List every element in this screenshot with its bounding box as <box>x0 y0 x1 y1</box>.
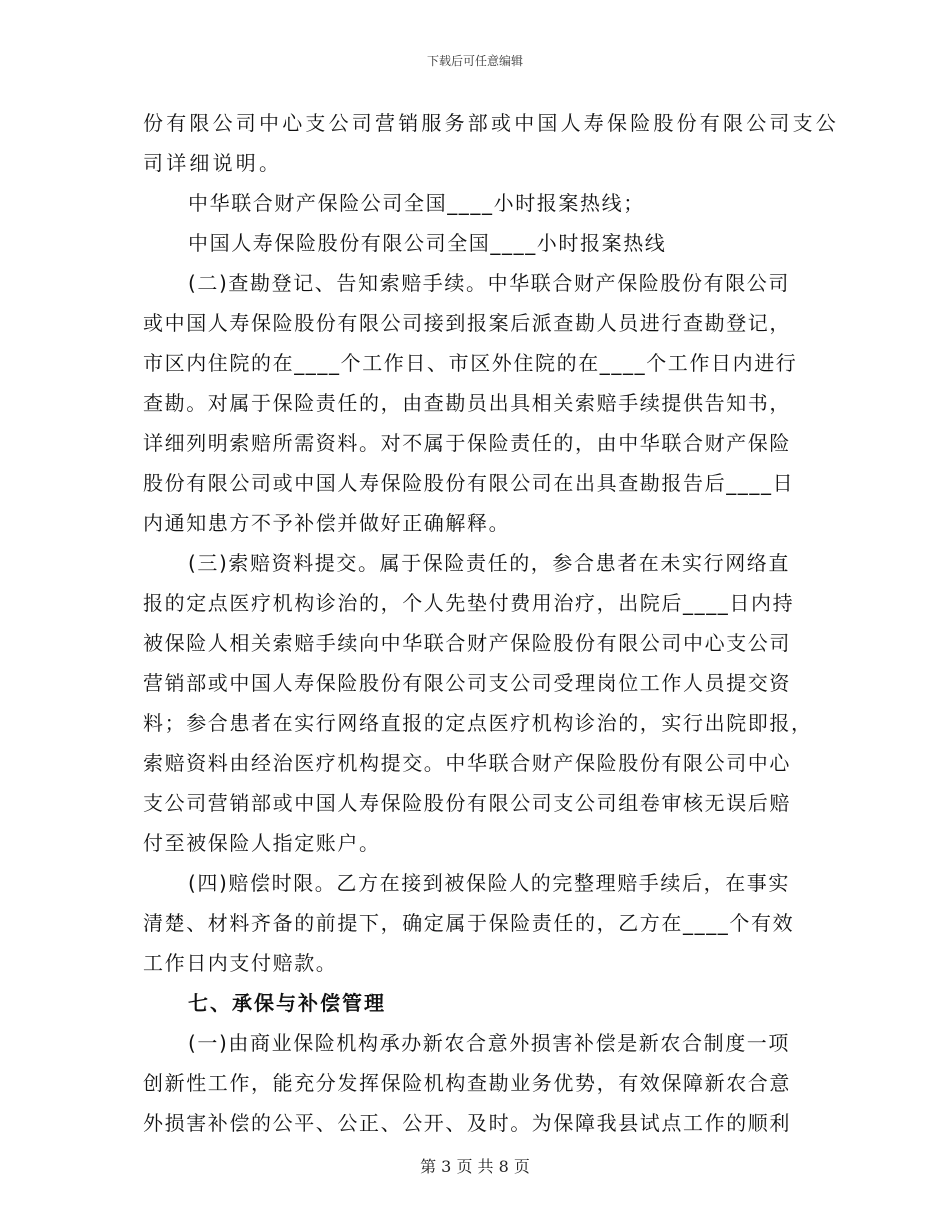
text-line: 创新性工作，能充分发挥保险机构查勘业务优势，有效保障新农合意 <box>143 1071 791 1095</box>
text-line: 或中国人寿保险股份有限公司接到报案后派查勘人员进行查勘登记， <box>143 311 791 335</box>
text-line: 料；参合患者在实行网络直报的定点医疗机构诊治的，实行出院即报， <box>143 711 813 735</box>
text-line: 索赔资料由经治医疗机构提交。中华联合财产保险股份有限公司中心 <box>143 751 791 775</box>
text-line: 中国人寿保险股份有限公司全国____小时报案热线 <box>188 231 667 255</box>
text-line: 工作日内支付赔款。 <box>143 951 338 975</box>
text-line: 清楚、材料齐备的前提下，确定属于保险责任的，乙方在____个有效 <box>143 911 795 935</box>
text-line: 股份有限公司或中国人寿保险股份有限公司在出具查勘报告后____日 <box>143 471 795 495</box>
section-heading-7 <box>143 983 808 1023</box>
text-line: 司详细说明。 <box>143 151 283 175</box>
text-line: (二)查勘登记、告知索赔手续。中华联合财产保险股份有限公司 <box>188 271 791 295</box>
text-line: 份有限公司中心支公司营销服务部或中国人寿保险股份有限公司支公 <box>143 111 839 135</box>
paragraph-continuation <box>143 103 839 183</box>
text-line: 查勘。对属于保险责任的，由查勘员出具相关索赔手续提供告知书， <box>143 391 791 415</box>
text-line: (四)赔偿时限。乙方在接到被保险人的完整理赔手续后，在事实 <box>188 871 791 895</box>
paragraph-section-7-1 <box>143 1023 808 1143</box>
heading-text: 七、承保与补偿管理 <box>188 991 386 1015</box>
text-line: 市区内住院的在____个工作日、市区外住院的在____个工作日内进行 <box>143 351 798 375</box>
text-line: 被保险人相关索赔手续向中华联合财产保险股份有限公司中心支公司 <box>143 631 791 655</box>
text-line: 内通知患方不予补偿并做好正确解释。 <box>143 511 511 535</box>
paragraph-hotline-renshou <box>143 223 808 263</box>
page-footer: 第 3 页 共 8 页 <box>420 1157 530 1176</box>
paragraph-hotline-zhonghua <box>143 183 808 223</box>
text-line: 营销部或中国人寿保险股份有限公司支公司受理岗位工作人员提交资 <box>143 671 791 695</box>
page-header: 下载后可任意编辑 <box>426 54 523 68</box>
text-line: 外损害补偿的公平、公正、公开、及时。为保障我县试点工作的顺利 <box>143 1111 791 1135</box>
paragraph-section-3 <box>143 543 813 863</box>
text-line: (一)由商业保险机构承办新农合意外损害补偿是新农合制度一项 <box>188 1031 791 1055</box>
text-line: (三)索赔资料提交。属于保险责任的，参合患者在未实行网络直 <box>188 551 791 575</box>
text-line: 付至被保险人指定账户。 <box>143 831 381 855</box>
text-line: 中华联合财产保险公司全国____小时报案热线； <box>188 191 645 215</box>
text-line: 支公司营销部或中国人寿保险股份有限公司支公司组卷审核无误后赔 <box>143 791 791 815</box>
paragraph-section-2 <box>143 263 808 543</box>
paragraph-section-4 <box>143 863 808 983</box>
document-body <box>143 103 839 1143</box>
text-line: 报的定点医疗机构诊治的，个人先垫付费用治疗，出院后____日内持 <box>143 591 795 615</box>
text-line: 详细列明索赔所需资料。对不属于保险责任的，由中华联合财产保险 <box>143 431 791 455</box>
